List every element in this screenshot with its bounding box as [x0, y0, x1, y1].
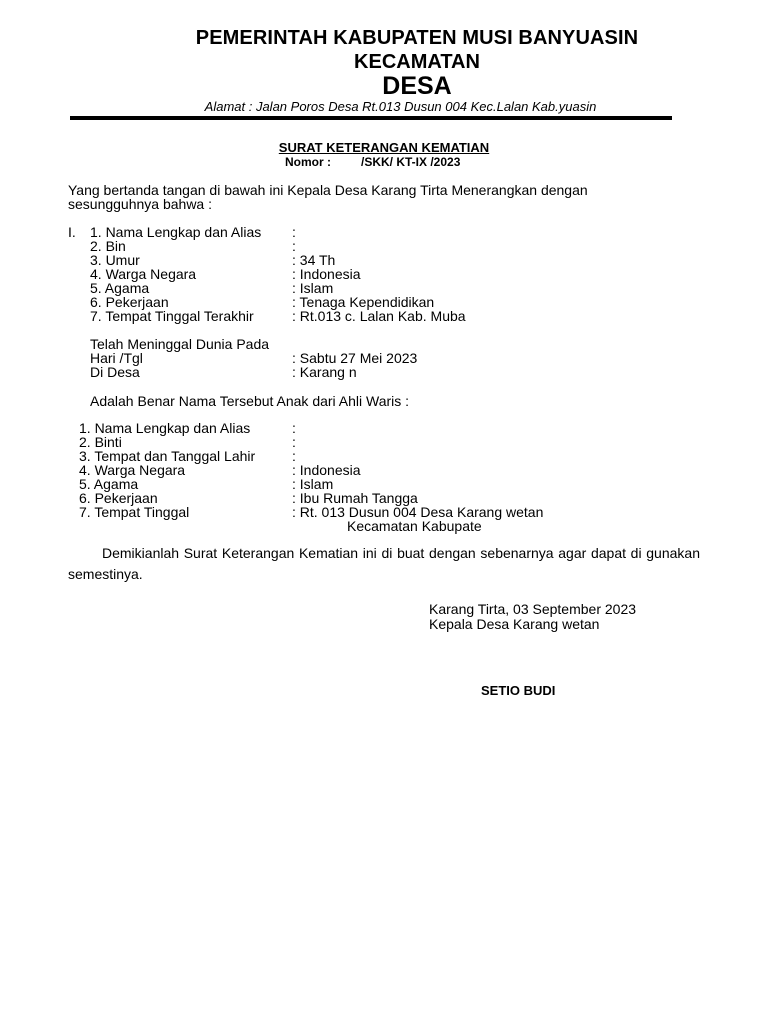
- header-kecamatan: KECAMATAN: [354, 51, 480, 73]
- header-divider: [70, 116, 672, 120]
- field-value: : Sabtu 27 Mei 2023: [292, 350, 418, 366]
- field-label: 5. Agama: [79, 476, 139, 492]
- field-label: 7. Tempat Tinggal: [79, 504, 190, 520]
- field-label: 1. Nama Lengkap dan Alias: [79, 420, 251, 436]
- field-value: : Islam: [292, 280, 334, 296]
- field-value: : Rt.013 c. Lalan Kab. Muba: [292, 308, 466, 324]
- intro-line-2: sesungguhnya bahwa :: [68, 196, 212, 212]
- field-value: :: [292, 420, 296, 436]
- field-value: : Karang n: [292, 364, 357, 380]
- field-label: 3. Tempat dan Tanggal Lahir: [79, 448, 256, 464]
- field-value: : Indonesia: [292, 266, 361, 282]
- field-value: : Indonesia: [292, 462, 361, 478]
- field-value: : 34 Th: [292, 252, 336, 268]
- field-label: Hari /Tgl: [90, 350, 143, 366]
- intro-line-1: Yang bertanda tangan di bawah ini Kepala Desa Karang Tirta Menerangkan dengan: [68, 182, 588, 198]
- field-label: 4. Warga Negara: [90, 266, 197, 282]
- field-label: 2. Bin: [90, 238, 126, 254]
- closing-paragraph: Demikianlah Surat Keterangan Kematian ini di buat dengan sebenarnya agar dapat di gunakan semestinya.: [68, 545, 700, 582]
- field-label: 4. Warga Negara: [79, 462, 186, 478]
- field-label: 2. Binti: [79, 434, 122, 450]
- field-value: :: [292, 434, 296, 450]
- header-government: PEMERINTAH KABUPATEN MUSI BANYUASIN: [195, 27, 639, 49]
- death-heading: Telah Meninggal Dunia Pada: [90, 336, 270, 352]
- field-label: 5. Agama: [90, 280, 150, 296]
- letter-title: [0, 140, 768, 155]
- signature-position: Kepala Desa Karang wetan: [429, 616, 600, 632]
- field-value: :: [292, 224, 296, 240]
- field-value: : Tenaga Kependidikan: [292, 294, 435, 310]
- signature-name: SETIO BUDI: [481, 683, 556, 698]
- section-roman: I.: [68, 224, 76, 240]
- field-value: :: [292, 448, 296, 464]
- field-label: 6. Pekerjaan: [79, 490, 158, 506]
- letter-number: Nomor : /SKK/ KT-IX /2023: [285, 155, 461, 169]
- field-label: 6. Pekerjaan: [90, 294, 169, 310]
- field-value: : Rt. 013 Dusun 004 Desa Karang wetan: [292, 504, 544, 520]
- letter-title-text: SURAT KETERANGAN KEMATIAN: [278, 140, 490, 155]
- header-address: Alamat : Jalan Poros Desa Rt.013 Dusun 004 Kec.Lalan Kab.yuasin: [204, 99, 597, 114]
- heir-heading: Adalah Benar Nama Tersebut Anak dari Ahli Waris :: [90, 393, 410, 409]
- address-continuation: Kecamatan Kabupate: [347, 518, 482, 534]
- field-value: : Ibu Rumah Tangga: [292, 490, 418, 506]
- field-value: :: [292, 238, 296, 254]
- signature-place-date: Karang Tirta, 03 September 2023: [429, 601, 637, 617]
- field-label: 3. Umur: [90, 252, 140, 268]
- field-label: 1. Nama Lengkap dan Alias: [90, 224, 262, 240]
- header-desa: DESA: [382, 72, 452, 100]
- field-label: 7. Tempat Tinggal Terakhir: [90, 308, 254, 324]
- field-label: Di Desa: [90, 364, 140, 380]
- field-value: : Islam: [292, 476, 334, 492]
